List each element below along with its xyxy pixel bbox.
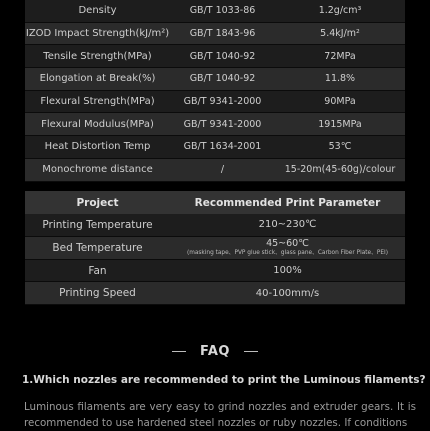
property-value: 15-20m(45-60g)/colour (284, 164, 396, 176)
header-project: Project (76, 196, 119, 209)
property-standard: GB/T 1843-96 (189, 28, 256, 40)
table-row (25, 68, 405, 91)
property-value: 11.8% (324, 73, 356, 85)
table-header (25, 191, 405, 214)
param-name: Bed Temperature (52, 241, 143, 254)
property-standard: / (220, 164, 225, 176)
table-row (25, 23, 405, 46)
property-name: Flexural Modulus(MPa) (41, 118, 154, 130)
property-value: 53℃ (328, 141, 352, 153)
param-note: (masking tape、PVP glue stick、glass pane、Carbon Fiber Plate、PEI) (186, 249, 389, 256)
property-value: 90MPa (324, 96, 356, 108)
table-row (25, 136, 405, 159)
param-name: Printing Temperature (42, 218, 153, 231)
property-standard: GB/T 9341-2000 (183, 96, 262, 108)
property-name: Elongation at Break(%) (39, 73, 156, 85)
property-standard: GB/T 1040-92 (189, 73, 256, 85)
table-row (25, 113, 405, 136)
print-parameters-table (25, 191, 405, 305)
property-name: Flexural Strength(MPa) (40, 96, 155, 108)
table-row (25, 260, 405, 283)
property-standard: GB/T 1040-92 (189, 50, 256, 62)
property-name: Density (78, 5, 117, 17)
faq-question: 1.Which nozzles are recommended to print the Luminous filaments? (22, 374, 426, 386)
param-value: 40-100mm/s (255, 287, 320, 299)
faq-title: FAQ (199, 344, 230, 359)
table-row (25, 0, 405, 23)
param-name: Fan (88, 264, 107, 277)
faq-answer: Luminous filaments are very easy to grind nozzles and extruder gears. It is recommended to use hardened steel nozzles or ruby nozzles. If conditions (24, 401, 416, 429)
property-value: 72MPa (324, 50, 356, 62)
property-value: 1.2g/cm³ (318, 5, 362, 17)
table-row (25, 214, 405, 237)
param-value: 100% (273, 265, 302, 277)
param-value-stack (170, 239, 405, 256)
table-row (25, 237, 405, 260)
header-parameter: Recommended Print Parameter (194, 196, 381, 209)
property-name: IZOD Impact Strength(kJ/m²) (25, 28, 170, 40)
divider-right (244, 351, 258, 353)
param-name: Printing Speed (59, 287, 136, 300)
table-row (25, 91, 405, 114)
property-standard: GB/T 1634-2001 (183, 141, 262, 153)
property-value: 1915MPa (318, 118, 362, 130)
table-row (25, 45, 405, 68)
property-name: Heat Distortion Temp (44, 141, 151, 153)
table-row (25, 159, 405, 182)
material-properties-table (25, 0, 405, 182)
table-row (25, 282, 405, 305)
property-standard: GB/T 1033-86 (189, 5, 256, 17)
faq-heading (0, 344, 430, 359)
property-name: Tensile Strength(MPa) (43, 50, 152, 62)
divider-left (172, 351, 186, 353)
param-value: 210~230℃ (258, 219, 317, 231)
param-value: 45~60℃ (266, 238, 309, 250)
property-standard: GB/T 9341-2000 (183, 118, 262, 130)
property-name: Monochrome distance (42, 164, 153, 176)
property-value: 5.4kJ/m² (320, 28, 360, 40)
